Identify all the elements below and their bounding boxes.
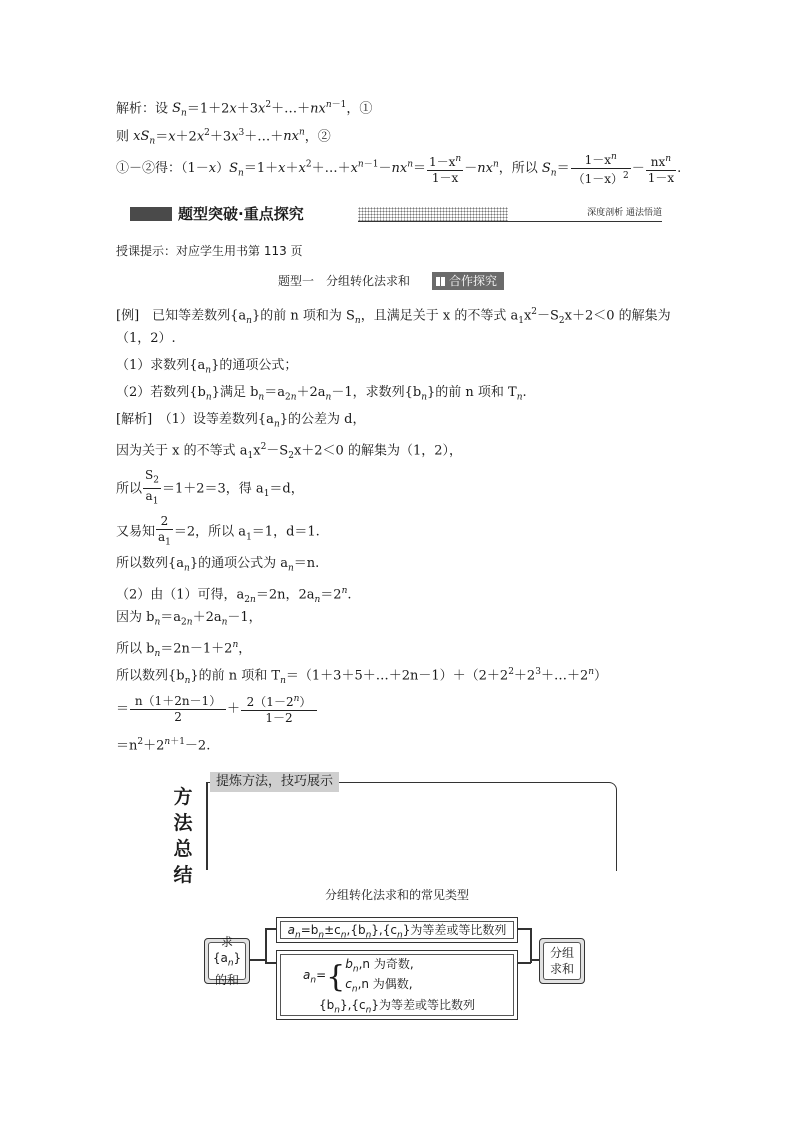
- solution-line-11: $=n^2+2^{n+1}-2$.: [116, 737, 211, 754]
- right-branch: [530, 928, 532, 963]
- badge-icon: [436, 277, 445, 286]
- diagram-title: 分组转化法求和的常见类型: [324, 888, 469, 902]
- method-left-line: [206, 782, 208, 870]
- lesson-hint: 授课提示：对应学生用书第 113 页: [116, 244, 303, 258]
- section-subtitle: 深度剖析 通法悟道: [587, 208, 662, 218]
- section-title: 题型突破·重点探究: [178, 205, 304, 223]
- analysis-line-2: 则 $xS_n=x+2x^2+3x^3+\dots+nx^n$，②: [116, 128, 331, 147]
- question-2: （2）若数列$\{b_n\}$满足 $b_n=a_{2n}+2a_n-1$，求数列$\{b_n\}$的前 n 项和 $T_n$.: [116, 385, 527, 403]
- left-branch: [265, 928, 267, 963]
- fraction-sum-geo: $\frac{2(1-2^n)}{1-2}$: [241, 692, 317, 726]
- example-line-2: （1，2）.: [116, 331, 176, 346]
- left-node: 求$\{a_n\}$ 的和: [204, 938, 250, 984]
- solution-line-9: 所以数列$\{b_n\}$的前 n 项和 $T_n=(1+3+5+\dots+2n-1)+(2+2^2+2^3+\dots+2^n)$: [116, 667, 608, 686]
- example-line-1: [例] 已知等差数列$\{a_n\}$的前 n 项和为 $S_n$，且满足关于 x 的不等式 $a_1x^2-S_2x+2<0$ 的解集为: [116, 307, 671, 326]
- fraction-2-a1: $\frac{2}{a_1}$: [158, 514, 171, 548]
- solution-line-4: 又易知 $\frac{2}{a_1}$ ＝2，所以 $a_1=1$，d＝1.: [116, 514, 320, 550]
- topic-title: [278, 272, 504, 290]
- fraction-1: $\frac{1-x^n}{1-x}$: [429, 153, 462, 185]
- fraction-s2-a1: $\frac{S_2}{a_1}$: [145, 468, 159, 507]
- solution-line-3: 所以 $\frac{S_2}{a_1}$ ＝1＋2＝3，得 $a_1=d$，: [116, 468, 304, 510]
- section-header: [130, 203, 662, 225]
- solution-line-5: 所以数列$\{a_n\}$的通项公式为 $a_n=n$.: [116, 556, 320, 574]
- method-frame: [206, 782, 617, 871]
- left-connector: [250, 959, 266, 961]
- solution-line-10: ＝ $\frac{n(1+2n-1)}{2}$ ＋ $\frac{2(1-2^n)}{1-2}$: [116, 692, 318, 726]
- cooperative-badge: 合作探究: [432, 272, 504, 290]
- section-dots: [358, 207, 508, 221]
- right-node: 分组 求和: [539, 938, 585, 984]
- section-bar: [130, 207, 172, 221]
- analysis-line-1: 解析：设 $S_n=1+2x+3x^2+\dots+nx^{n-1}$，①: [116, 100, 373, 119]
- solution-line-8: 所以 $b_n=2n-1+2^n$，: [116, 640, 252, 659]
- question-1: （1）求数列$\{a_n\}$的通项公式；: [116, 358, 298, 376]
- parity-case-box: $a_n=\{b_n,n$ 为奇数, $c_n,n$ 为偶数, $\{b_n\},\{c_n\}$为等差或等比数列: [276, 950, 518, 1020]
- topic-title-text: 题型一 分组转化法求和: [278, 274, 411, 288]
- solution-line-2: 因为关于 x 的不等式 $a_1x^2-S_2x+2<0$ 的解集为（1，2），: [116, 442, 462, 461]
- solution-line-7: 因为 $b_n=a_{2n}+2a_n-1$，: [116, 610, 262, 628]
- fraction-2: $\frac{1-x^n}{(1-x)^2}$: [572, 152, 629, 186]
- fraction-sum-odd: $\frac{n(1+2n-1)}{2}$: [130, 694, 226, 725]
- solution-line-1: [解析] （1）设等差数列$\{a_n\}$的公差为 d，: [116, 412, 366, 430]
- analysis-line-3: ①－②得：$(1-x)S_n=1+x+x^2+\dots+x^{n-1}-nx^n=$ $\frac{1-x^n}{1-x}$ $-nx^n$，所以 $S_n=$ $\frac{1-x^n}{(1-x)^2}$ － $\frac{nx^n}{1-x}$ .: [116, 152, 682, 186]
- top-case-box: $a_n=b_n\pm c_n,\{b_n\},\{c_n\}$为等差或等比数列: [276, 917, 518, 943]
- fraction-3: $\frac{nx^n}{1-x}$: [647, 153, 675, 185]
- method-tag: 提炼方法，技巧展示: [210, 772, 339, 792]
- solution-line-6: （2）由（1）可得，$a_{2n}=2n$，$2a_n=2^n$.: [116, 586, 352, 605]
- method-vertical-title: 方 法 总 结: [173, 786, 193, 886]
- method-summary: [170, 772, 620, 886]
